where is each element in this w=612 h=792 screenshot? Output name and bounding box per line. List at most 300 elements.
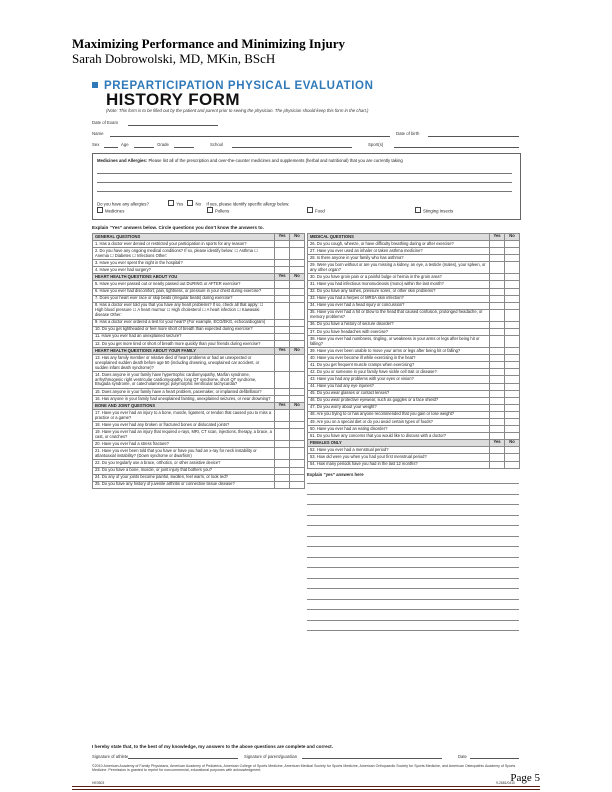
question-text: 50. Have you ever had an eating disorder? [308, 426, 490, 433]
explain-line[interactable] [307, 588, 519, 589]
no-answer-cell[interactable] [290, 248, 305, 260]
question-text: 27. Have you ever used an inhaler or taken asthma medicine? [308, 248, 490, 255]
yes-answer-cell[interactable] [490, 404, 505, 411]
parent-signature-line[interactable] [302, 758, 442, 759]
no-column-header: No [290, 348, 305, 355]
allergy-yes-checkbox[interactable] [168, 200, 174, 206]
medicines-allergies-box [92, 153, 521, 220]
question-text: 33. Have you had a herpes or MRSA skin infection? [308, 295, 490, 302]
question-row [93, 388, 305, 395]
allergy-pollens-option: Pollens [207, 207, 229, 214]
question-text: 31. Have you had infectious mononucleosis (mono) within the last month? [308, 281, 490, 288]
question-text: 13. Has any family member or relative died of heart problems or had an unexpected or unexplained sudden death before age 50 (including drowning, unexplained car accident, or sudden infant death syndrome)? [93, 355, 275, 372]
no-answer-cell[interactable] [505, 248, 520, 255]
question-row [93, 460, 305, 467]
page-number: Page 5 [510, 772, 540, 784]
question-row [93, 295, 305, 302]
yes-answer-cell[interactable] [275, 241, 290, 248]
question-row [93, 410, 305, 422]
name-input[interactable] [110, 136, 390, 137]
athlete-signature-label: Signature of athlete [92, 754, 129, 759]
explain-line[interactable] [307, 620, 519, 621]
question-text: 4. Have you ever had surgery? [93, 267, 275, 274]
yes-answer-cell[interactable] [490, 447, 505, 454]
medicines-line[interactable] [97, 182, 512, 183]
no-answer-cell[interactable] [505, 348, 520, 355]
document-title: Maximizing Performance and Minimizing Injury [72, 36, 345, 51]
no-answer-cell[interactable] [505, 262, 520, 274]
allergy-stinging-option: Stinging Insects [415, 207, 453, 214]
no-answer-cell[interactable] [290, 281, 305, 288]
question-text: 1. Has a doctor ever denied or restricted your participation in sports for any reason? [93, 241, 275, 248]
question-row [93, 340, 305, 347]
allergies-question-row: Do you have any allergies? Yes No If yes, please identify specific allergy below. [97, 201, 290, 207]
question-row [308, 390, 520, 397]
question-text: 37. Do you have headaches with exercise? [308, 328, 490, 335]
question-row [93, 288, 305, 295]
yes-answer-cell[interactable] [275, 448, 290, 460]
section-header [308, 234, 520, 241]
question-row [93, 481, 305, 488]
yes-answer-cell[interactable] [490, 321, 505, 328]
question-row [308, 426, 520, 433]
no-answer-cell[interactable] [290, 241, 305, 248]
question-row [308, 461, 520, 468]
footer-rule-thin [72, 789, 540, 790]
allergy-food-checkbox[interactable] [307, 207, 313, 213]
explain-line[interactable] [307, 567, 519, 568]
form-note: (Note: This form is to be filled out by the patient and parent prior to seeing the physician. The physician should keep this form in the chart.) [106, 108, 369, 113]
no-answer-cell[interactable] [505, 274, 520, 281]
name-label: Name [92, 131, 104, 136]
question-text: 48. Are you trying to or has anyone recommended that you gain or lose weight? [308, 411, 490, 418]
yes-answer-cell[interactable] [275, 388, 290, 395]
question-row [308, 295, 520, 302]
question-row [308, 454, 520, 461]
question-row [308, 255, 520, 262]
question-row [308, 411, 520, 418]
section-title: HEART HEALTH QUESTIONS ABOUT YOUR FAMILY [93, 348, 275, 355]
school-label: School [210, 142, 224, 147]
question-row [308, 281, 520, 288]
question-text: 39. Have you ever been unable to move your arms or legs after being hit or falling? [308, 348, 490, 355]
yes-answer-cell[interactable] [490, 426, 505, 433]
question-text: 3. Have you ever spent the night in the hospital? [93, 260, 275, 267]
question-row [93, 326, 305, 333]
no-answer-cell[interactable] [290, 429, 305, 441]
no-answer-cell[interactable] [505, 309, 520, 321]
yes-answer-cell[interactable] [490, 288, 505, 295]
explain-line[interactable] [307, 599, 519, 600]
yes-answer-cell[interactable] [490, 262, 505, 274]
section-title: BONE AND JOINT QUESTIONS [93, 403, 275, 410]
yes-answer-cell[interactable] [490, 248, 505, 255]
yes-column-header: Yes [275, 274, 290, 281]
question-text: 14. Does anyone in your family have hypertrophic cardiomyopathy, Marfan syndrome, arrhythmogenic right ventricular cardiomyopathy, long QT syndrome, short QT syndrome, Brugada syndrome, or catecholaminergic polymorphic ventricular tachycardia? [93, 372, 275, 389]
no-answer-cell[interactable] [505, 328, 520, 335]
explain-line[interactable] [307, 515, 519, 516]
allergy-food-option: Food [307, 207, 325, 214]
no-answer-cell[interactable] [505, 288, 520, 295]
yes-answer-cell[interactable] [490, 383, 505, 390]
section-header [93, 403, 305, 410]
question-text: 6. Have you ever had discomfort, pain, tightness, or pressure in your chest during exercise? [93, 288, 275, 295]
no-column-header: No [505, 234, 520, 241]
sex-input[interactable] [104, 147, 118, 148]
no-answer-cell[interactable] [290, 388, 305, 395]
no-answer-cell[interactable] [505, 241, 520, 248]
yes-column-header: Yes [490, 440, 505, 447]
question-row [308, 321, 520, 328]
question-text: 12. Do you get more tired or short of breath more quickly than your friends during exercise? [93, 340, 275, 347]
school-input[interactable] [232, 147, 352, 148]
no-answer-cell[interactable] [505, 321, 520, 328]
question-row [308, 383, 520, 390]
explain-yes-label: Explain “yes” answers here [307, 472, 364, 477]
explain-line[interactable] [307, 494, 519, 495]
copyright-notice: ©2010 American Academy of Family Physicians, American Academy of Pediatrics, American College of Sports Medicine, American Medical Society for Sports Medicine, American Orthopaedic Society for Sports Medicine, and American Osteopathic Academy of Sports Medicine. Permission is granted to reprint for noncommercial, educational purposes with acknowledgment. [92, 764, 516, 773]
date-signature-label: Date [458, 754, 467, 759]
no-answer-cell[interactable] [505, 295, 520, 302]
yes-answer-cell[interactable] [275, 288, 290, 295]
question-text: 53. How old were you when you had your first menstrual period? [308, 454, 490, 461]
question-row [308, 355, 520, 362]
yes-answer-cell[interactable] [490, 295, 505, 302]
question-text: 19. Have you ever had an injury that required x-rays, MRI, CT scan, injections, therapy, a brace, a cast, or crutches? [93, 429, 275, 441]
no-answer-cell[interactable] [290, 460, 305, 467]
question-text: 5. Have you ever passed out or nearly passed out DURING or AFTER exercise? [93, 281, 275, 288]
question-row [308, 376, 520, 383]
section-header [93, 348, 305, 355]
left-questions-table [92, 233, 305, 489]
question-row [308, 262, 520, 274]
section-header [308, 440, 520, 447]
question-text: 46. Do you wear protective eyewear, such as goggles or a face shield? [308, 397, 490, 404]
question-row [308, 348, 520, 355]
question-row [93, 319, 305, 326]
yes-answer-cell[interactable] [490, 369, 505, 376]
question-row [93, 355, 305, 372]
question-row [93, 260, 305, 267]
question-text: 15. Does anyone in your family have a heart problem, pacemaker, or implanted defibrillator? [93, 388, 275, 395]
no-answer-cell[interactable] [505, 454, 520, 461]
yes-answer-cell[interactable] [490, 355, 505, 362]
question-row [308, 369, 520, 376]
no-answer-cell[interactable] [505, 255, 520, 262]
question-row [93, 248, 305, 260]
no-answer-cell[interactable] [505, 281, 520, 288]
yes-column-header: Yes [490, 234, 505, 241]
question-row [93, 302, 305, 319]
no-answer-cell[interactable] [505, 426, 520, 433]
no-answer-cell[interactable] [505, 411, 520, 418]
no-answer-cell[interactable] [505, 383, 520, 390]
yes-answer-cell[interactable] [275, 260, 290, 267]
question-row [308, 309, 520, 321]
no-answer-cell[interactable] [290, 355, 305, 372]
no-answer-cell[interactable] [505, 404, 520, 411]
yes-column-header: Yes [275, 403, 290, 410]
yes-answer-cell[interactable] [490, 255, 505, 262]
question-text: 43. Have you had any problems with your eyes or vision? [308, 376, 490, 383]
explain-line[interactable] [307, 630, 519, 631]
question-text: 28. Is there anyone in your family who has asthma? [308, 255, 490, 262]
question-text: 45. Do you wear glasses or contact lenses? [308, 390, 490, 397]
question-row [93, 429, 305, 441]
yes-answer-cell[interactable] [490, 454, 505, 461]
explain-line[interactable] [307, 578, 519, 579]
no-answer-cell[interactable] [290, 295, 305, 302]
no-answer-cell[interactable] [290, 441, 305, 448]
no-answer-cell[interactable] [290, 326, 305, 333]
question-row [308, 362, 520, 369]
no-answer-cell[interactable] [290, 319, 305, 326]
no-answer-cell[interactable] [505, 390, 520, 397]
yes-answer-cell[interactable] [490, 281, 505, 288]
no-answer-cell[interactable] [505, 355, 520, 362]
question-row [308, 328, 520, 335]
no-answer-cell[interactable] [290, 260, 305, 267]
question-row [308, 336, 520, 348]
question-text: 11. Have you ever had an unexplained seizure? [93, 333, 275, 340]
question-text: 41. Do you get frequent muscle cramps when exercising? [308, 362, 490, 369]
no-answer-cell[interactable] [505, 397, 520, 404]
no-answer-cell[interactable] [505, 418, 520, 425]
statement: I hereby state that, to the best of my knowledge, my answers to the above questions are complete and correct. [92, 744, 333, 749]
question-row [93, 396, 305, 403]
no-answer-cell[interactable] [505, 336, 520, 348]
yes-answer-cell[interactable] [490, 376, 505, 383]
no-answer-cell[interactable] [290, 474, 305, 481]
question-row [93, 241, 305, 248]
right-questions-table [307, 233, 520, 469]
explain-line[interactable] [307, 504, 519, 505]
section-header [93, 234, 305, 241]
question-text: 21. Have you ever been told that you have or have you had an x-ray for neck instability or atlantoaxial instability? (Down syndrome or dwarfism) [93, 448, 275, 460]
date-of-exam-label: Date of Exam [92, 120, 119, 125]
question-row [93, 474, 305, 481]
square-bullet-icon [92, 82, 98, 88]
yes-answer-cell[interactable] [490, 397, 505, 404]
question-text: 35. Have you ever had a hit or blow to the head that caused confusion, prolonged headache, or memory problems? [308, 309, 490, 321]
yes-answer-cell[interactable] [275, 481, 290, 488]
yes-answer-cell[interactable] [275, 429, 290, 441]
question-text: 18. Have you ever had any broken or fractured bones or dislocated joints? [93, 422, 275, 429]
section-title: HEART HEALTH QUESTIONS ABOUT YOU [93, 274, 275, 281]
question-text: 7. Does your heart ever race or skip beats (irregular beats) during exercise? [93, 295, 275, 302]
question-row [308, 241, 520, 248]
question-row [308, 274, 520, 281]
question-text: 9. Has a doctor ever ordered a test for your heart? (For example, ECG/EKG, echocardiogram) [93, 319, 275, 326]
question-text: 22. Do you regularly use a brace, orthotics, or other assistive device? [93, 460, 275, 467]
question-row [308, 418, 520, 425]
form-code-left: HE0503 [92, 781, 105, 785]
no-answer-cell[interactable] [505, 447, 520, 454]
no-answer-cell[interactable] [505, 302, 520, 309]
no-answer-cell[interactable] [505, 369, 520, 376]
question-row [93, 372, 305, 389]
yes-answer-cell[interactable] [275, 333, 290, 340]
footer-rule [72, 786, 540, 787]
age-input[interactable] [134, 147, 154, 148]
question-text: 8. Has a doctor ever told you that you have any heart problems? If so, check all that apply: ☐ High blood pressure ☐ A heart murmur ☐ High cholesterol ☐ A heart infection ☐ Kawasaki disease Other: [93, 302, 275, 319]
sports-input[interactable] [394, 147, 519, 148]
yes-answer-cell[interactable] [275, 281, 290, 288]
explain-instructions: Explain “Yes” answers below. Circle questions you don’t know the answers to. [92, 225, 264, 230]
date-of-birth-label: Date of birth [396, 131, 420, 136]
no-column-header: No [505, 440, 520, 447]
question-row [308, 404, 520, 411]
yes-answer-cell[interactable] [275, 460, 290, 467]
question-text: 23. Do you have a bone, muscle, or joint injury that bothers you? [93, 467, 275, 474]
question-text: 32. Do you have any rashes, pressure sores, or other skin problems? [308, 288, 490, 295]
question-row [93, 281, 305, 288]
yes-answer-cell[interactable] [490, 411, 505, 418]
question-row [308, 302, 520, 309]
no-column-header: No [290, 403, 305, 410]
yes-answer-cell[interactable] [490, 302, 505, 309]
no-answer-cell[interactable] [290, 302, 305, 319]
question-text: 16. Has anyone in your family had unexplained fainting, unexplained seizures, or near drowning? [93, 396, 275, 403]
question-row [93, 333, 305, 340]
no-answer-cell[interactable] [290, 481, 305, 488]
yes-answer-cell[interactable] [490, 328, 505, 335]
yes-answer-cell[interactable] [490, 461, 505, 468]
athlete-signature-line[interactable] [128, 758, 238, 759]
age-label: Age [121, 142, 129, 147]
form-supertitle: PREPARTICIPATION PHYSICAL EVALUATION [92, 80, 374, 92]
question-text: 10. Do you get lightheaded or feel more short of breath than expected during exercise? [93, 326, 275, 333]
no-column-header: No [290, 274, 305, 281]
no-answer-cell[interactable] [505, 461, 520, 468]
yes-answer-cell[interactable] [490, 241, 505, 248]
allergy-no-checkbox[interactable] [187, 200, 193, 206]
allergy-pollens-checkbox[interactable] [207, 207, 213, 213]
question-text: 49. Are you on a special diet or do you avoid certain types of foods? [308, 418, 490, 425]
grade-input[interactable] [174, 147, 194, 148]
yes-answer-cell[interactable] [275, 302, 290, 319]
yes-answer-cell[interactable] [275, 467, 290, 474]
no-answer-cell[interactable] [505, 376, 520, 383]
question-text: 2. Do you have any ongoing medical conditions? If so, please identify below: ☐ Asthma ☐ Anemia ☐ Diabetes ☐ Infections Other: [93, 248, 275, 260]
question-row [308, 447, 520, 454]
date-signature-line[interactable] [470, 758, 519, 759]
yes-answer-cell[interactable] [275, 474, 290, 481]
question-text: 44. Have you had any eye injuries? [308, 383, 490, 390]
yes-answer-cell[interactable] [490, 309, 505, 321]
explain-line[interactable] [307, 609, 519, 610]
yes-column-header: Yes [275, 234, 290, 241]
yes-answer-cell[interactable] [275, 410, 290, 422]
yes-answer-cell[interactable] [275, 422, 290, 429]
no-answer-cell[interactable] [290, 467, 305, 474]
yes-answer-cell[interactable] [275, 355, 290, 372]
form-code-right: 9-2681/0410 [496, 781, 516, 785]
section-header [93, 274, 305, 281]
question-row [93, 267, 305, 274]
grade-label: Grade [157, 142, 169, 147]
explain-line[interactable] [307, 525, 519, 526]
question-text: 20. Have you ever had a stress fracture? [93, 441, 275, 448]
no-answer-cell[interactable] [290, 333, 305, 340]
question-row [93, 441, 305, 448]
explain-line[interactable] [307, 483, 519, 484]
yes-answer-cell[interactable] [275, 319, 290, 326]
no-answer-cell[interactable] [290, 448, 305, 460]
yes-answer-cell[interactable] [490, 362, 505, 369]
no-answer-cell[interactable] [290, 410, 305, 422]
question-text: 29. Were you born without or are you missing a kidney, an eye, a testicle (males), your spleen, or any other organ? [308, 262, 490, 274]
form-title: HISTORY FORM [106, 90, 240, 109]
no-answer-cell[interactable] [505, 362, 520, 369]
yes-answer-cell[interactable] [490, 390, 505, 397]
question-row [93, 448, 305, 460]
yes-answer-cell[interactable] [275, 248, 290, 260]
document-header [72, 36, 345, 66]
yes-answer-cell[interactable] [490, 336, 505, 348]
explain-line[interactable] [307, 546, 519, 547]
no-answer-cell[interactable] [290, 372, 305, 389]
sex-label: Sex [92, 142, 100, 147]
section-title: FEMALES ONLY [308, 440, 490, 447]
date-of-birth-input[interactable] [428, 136, 519, 137]
question-text: 25. Do you have any history of juvenile arthritis or connective tissue disease? [93, 481, 275, 488]
medicines-line[interactable] [97, 173, 512, 174]
question-text: 30. Do you have groin pain or a painful bulge or hernia in the groin area? [308, 274, 490, 281]
question-text: 24. Do any of your joints become painful, swollen, feel warm, or look red? [93, 474, 275, 481]
yes-answer-cell[interactable] [275, 326, 290, 333]
question-text: 54. How many periods have you had in the last 12 months? [308, 461, 490, 468]
yes-answer-cell[interactable] [275, 441, 290, 448]
no-column-header: No [290, 234, 305, 241]
explain-line[interactable] [307, 557, 519, 558]
parent-signature-label: Signature of parent/guardian [244, 754, 298, 759]
no-answer-cell[interactable] [290, 422, 305, 429]
yes-answer-cell[interactable] [490, 348, 505, 355]
section-title: GENERAL QUESTIONS [93, 234, 275, 241]
allergy-medicines-checkbox[interactable] [97, 207, 103, 213]
yes-column-header: Yes [275, 348, 290, 355]
yes-answer-cell[interactable] [490, 418, 505, 425]
question-row [93, 422, 305, 429]
question-text: 34. Have you ever had a head injury or concussion? [308, 302, 490, 309]
question-text: 17. Have you ever had an injury to a bone, muscle, ligament, or tendon that caused you to miss a practice or a game? [93, 410, 275, 422]
explain-line[interactable] [307, 536, 519, 537]
question-text: 40. Have you ever become ill while exercising in the heat? [308, 355, 490, 362]
question-text: 38. Have you ever had numbness, tingling, or weakness in your arms or legs after being hit or falling? [308, 336, 490, 348]
document-author: Sarah Dobrowolski, MD, MKin, BScH [72, 51, 276, 66]
question-text: 51. Do you have any concerns that you would like to discuss with a doctor? [308, 433, 490, 440]
date-of-exam-input[interactable] [128, 125, 218, 126]
question-row [308, 397, 520, 404]
question-text: 36. Do you have a history of seizure disorder? [308, 321, 490, 328]
question-row [308, 288, 520, 295]
question-text: 26. Do you cough, wheeze, or have difficulty breathing during or after exercise? [308, 241, 490, 248]
question-text: 47. Do you worry about your weight? [308, 404, 490, 411]
question-row [308, 433, 520, 440]
medicines-line[interactable] [97, 191, 512, 192]
yes-answer-cell[interactable] [275, 372, 290, 389]
medicines-prompt: Medicines and Allergies: Please list all of the prescription and over-the-counter medicines and supplements (herbal and nutritional) that you are currently taking [97, 158, 403, 163]
question-row [308, 248, 520, 255]
allergy-stinging-checkbox[interactable] [415, 207, 421, 213]
allergy-medicines-option: Medicines [97, 207, 124, 214]
yes-answer-cell[interactable] [490, 274, 505, 281]
yes-answer-cell[interactable] [275, 295, 290, 302]
question-text: 42. Do you or someone in your family have sickle cell trait or disease? [308, 369, 490, 376]
no-answer-cell[interactable] [290, 288, 305, 295]
section-title: MEDICAL QUESTIONS [308, 234, 490, 241]
